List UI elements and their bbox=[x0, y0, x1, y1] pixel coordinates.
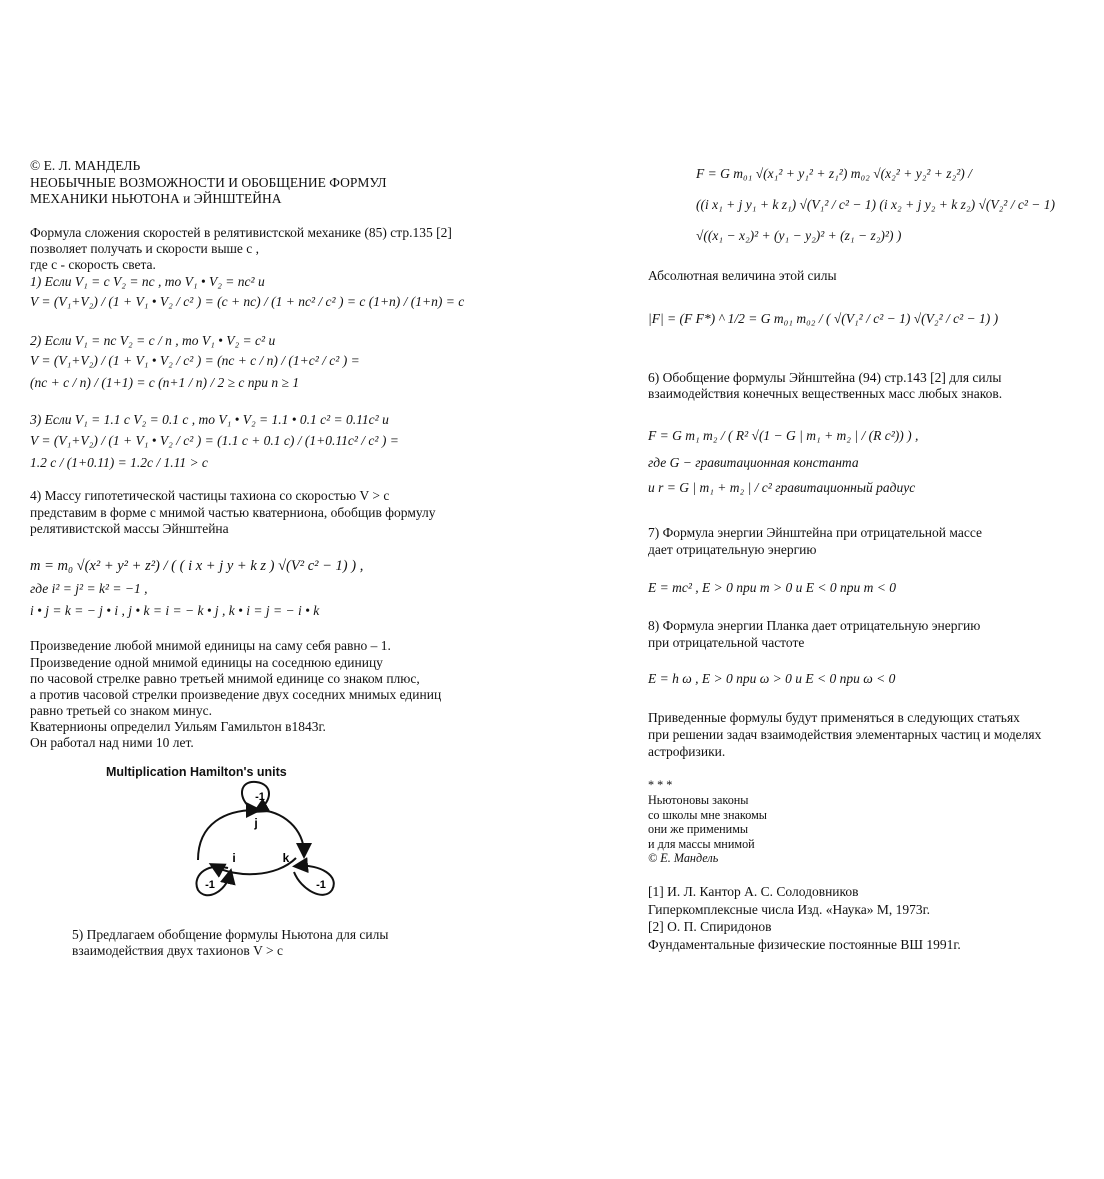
force-formula-line-1: F = G m₀₁ √(x₁² + y₁² + z₁²) m₀₂ √(x₂² + y₂² + z₂²) / bbox=[696, 166, 972, 181]
copyright-line: © Е. Л. МАНДЕЛЬ bbox=[30, 158, 141, 173]
poem-line-3: они же применимы bbox=[648, 822, 749, 836]
explain-line-5: равно третьей со знаком минус. bbox=[30, 703, 212, 718]
poem-stars: * * * bbox=[648, 778, 673, 792]
case6-formula: F = G m₁ m₂ / ( R² √(1 − G | m₁ + m₂ | / (R c²)) ) , bbox=[648, 428, 919, 443]
ref-1-title: Гиперкомплексные числа Изд. «Наука» М, 1973г. bbox=[648, 902, 930, 917]
explain-line-2: Произведение одной мнимой единицы на соседнюю единицу bbox=[30, 655, 383, 670]
cycle-arc-jk bbox=[256, 810, 304, 853]
force-formula-line-2: ((i x₁ + j y₁ + k z₁) √(V₁² / c² − 1) (i x₂ + j y₂ + k z₂) √(V₂² / c² − 1) bbox=[696, 197, 1055, 212]
force-formula-line-3: √((x₁ − x₂)² + (y₁ − y₂)² + (z₁ − z₂)²) ) bbox=[696, 228, 902, 243]
poem-line-4: и для массы мнимой bbox=[648, 837, 755, 851]
ref-2-author: [2] О. П. Спиридонов bbox=[648, 919, 772, 934]
quaternion-identity: где i² = j² = k² = −1 , bbox=[30, 581, 148, 596]
case6-gravity-constant: где G − гравитационная константа bbox=[648, 455, 859, 470]
case3-line-2: V = (V₁+V₂) / (1 + V₁ • V₂ / c² ) = (1.1 c + 0.1 c) / (1+0.11c² / c² ) = bbox=[30, 433, 399, 448]
title-line-1: НЕОБЫЧНЫЕ ВОЗМОЖНОСТИ И ОБОБЩЕНИЕ ФОРМУЛ bbox=[30, 175, 387, 190]
case5-line-1: 5) Предлагаем обобщение формулы Ньютона для силы bbox=[72, 927, 389, 942]
case4-line-2: представим в форме с мнимой частью кватерниона, обобщив формулу bbox=[30, 505, 436, 520]
title-line-2: МЕХАНИКИ НЬЮТОНА и ЭЙНШТЕЙНА bbox=[30, 191, 282, 206]
ref-1-authors: [1] И. Л. Кантор А. С. Солодовников bbox=[648, 884, 859, 899]
case7-formula: E = mc² , E > 0 при m > 0 и E < 0 при m < 0 bbox=[648, 580, 896, 595]
explain-line-3: по часовой стрелке равно третьей мнимой единице со знаком плюс, bbox=[30, 671, 420, 686]
explain-line-1: Произведение любой мнимой единицы на саму себя равно – 1. bbox=[30, 638, 391, 653]
abs-formula: |F| = (F F*) ^ 1/2 = G m₀₁ m₀₂ / ( √(V₁² / c² − 1) √(V₂² / c² − 1) ) bbox=[648, 311, 999, 326]
intro-line-1: Формула сложения скоростей в релятивистской механике (85) стр.135 [2] bbox=[30, 225, 452, 240]
ref-2-title: Фундаментальные физические постоянные ВШ 1991г. bbox=[648, 937, 961, 952]
poem-signature: © Е. Мандель bbox=[648, 851, 719, 865]
poem-line-1: Ньютоновы законы bbox=[648, 793, 749, 807]
case4-line-1: 4) Массу гипотетической частицы тахиона со скоростью V > c bbox=[30, 488, 390, 503]
case2-line-3: (nc + c / n) / (1+1) = c (n+1 / n) / 2 ≥ c при n ≥ 1 bbox=[30, 375, 300, 390]
loop-k-label: -1 bbox=[316, 879, 326, 891]
loop-k bbox=[294, 866, 334, 895]
abs-label: Абсолютная величина этой силы bbox=[648, 268, 837, 283]
case3-line-1: 3) Если V₁ = 1.1 c V₂ = 0.1 c , то V₁ • V₂ = 1.1 • 0.1 c² = 0.11c² и bbox=[30, 412, 389, 427]
case8-line-1: 8) Формула энергии Планка дает отрицательную энергию bbox=[648, 618, 981, 633]
hamilton-units-diagram bbox=[156, 778, 346, 908]
case1-line-2: V = (V₁+V₂) / (1 + V₁ • V₂ / c² ) = (c + nc) / (1 + nc² / c² ) = c (1+n) / (1+n) = c bbox=[30, 294, 465, 309]
quaternion-products: i • j = k = − j • i , j • k = i = − k • j , k • i = j = − i • k bbox=[30, 603, 320, 618]
explain-line-6: Кватернионы определил Уильям Гамильтон в1843г. bbox=[30, 719, 326, 734]
case7-line-2: дает отрицательную энергию bbox=[648, 542, 817, 557]
loop-j-label: -1 bbox=[255, 791, 265, 803]
explain-line-4: а против часовой стрелки произведение двух соседних мнимых единиц bbox=[30, 687, 442, 702]
intro-line-2: позволяет получать и скорости выше с , bbox=[30, 241, 260, 256]
diagram-title: Multiplication Hamilton's units bbox=[106, 765, 287, 779]
case1-line-1: 1) Если V₁ = c V₂ = nc , то V₁ • V₂ = nc² и bbox=[30, 274, 265, 289]
case7-line-1: 7) Формула энергии Эйнштейна при отрицательной массе bbox=[648, 525, 982, 540]
case3-line-3: 1.2 c / (1+0.11) = 1.2c / 1.11 > c bbox=[30, 455, 208, 470]
case2-line-2: V = (V₁+V₂) / (1 + V₁ • V₂ / c² ) = (nc + c / n) / (1+c² / c² ) = bbox=[30, 353, 360, 368]
case5-line-2: взаимодействия двух тахионов V > c bbox=[72, 943, 284, 958]
case8-formula: E = h ω , E > 0 при ω > 0 и E < 0 при ω < 0 bbox=[648, 671, 896, 686]
loop-i-label: -1 bbox=[205, 879, 215, 891]
conclusion-line-2: при решении задач взаимодействия элементарных частиц и моделях bbox=[648, 727, 1042, 742]
case8-line-2: при отрицательной частоте bbox=[648, 635, 805, 650]
conclusion-line-1: Приведенные формулы будут применяться в следующих статьях bbox=[648, 710, 1020, 725]
unit-j-label: j bbox=[254, 816, 258, 830]
case4-line-3: релятивистской массы Эйнштейна bbox=[30, 521, 229, 536]
cycle-arc-ij bbox=[198, 810, 256, 860]
case6-line-1: 6) Обобщение формулы Эйнштейна (94) стр.143 [2] для силы bbox=[648, 370, 1002, 385]
poem-line-2: со школы мне знакомы bbox=[648, 808, 767, 822]
conclusion-line-3: астрофизики. bbox=[648, 744, 726, 759]
intro-line-3: где с - скорость света. bbox=[30, 257, 156, 272]
unit-k-label: k bbox=[282, 851, 290, 865]
explain-line-7: Он работал над ними 10 лет. bbox=[30, 735, 194, 750]
case2-line-1: 2) Если V₁ = nc V₂ = c / n , то V₁ • V₂ = c² и bbox=[30, 333, 276, 348]
unit-i-label: i bbox=[232, 851, 236, 865]
case6-radius: и r = G | m₁ + m₂ | / c² гравитационный радиус bbox=[648, 480, 916, 495]
mass-formula: m = m₀ √(x² + y² + z²) / ( ( i x + j y + k z ) √(V² c² − 1) ) , bbox=[30, 558, 364, 574]
case6-line-2: взаимодействия конечных вещественных масс любых знаков. bbox=[648, 386, 1003, 401]
